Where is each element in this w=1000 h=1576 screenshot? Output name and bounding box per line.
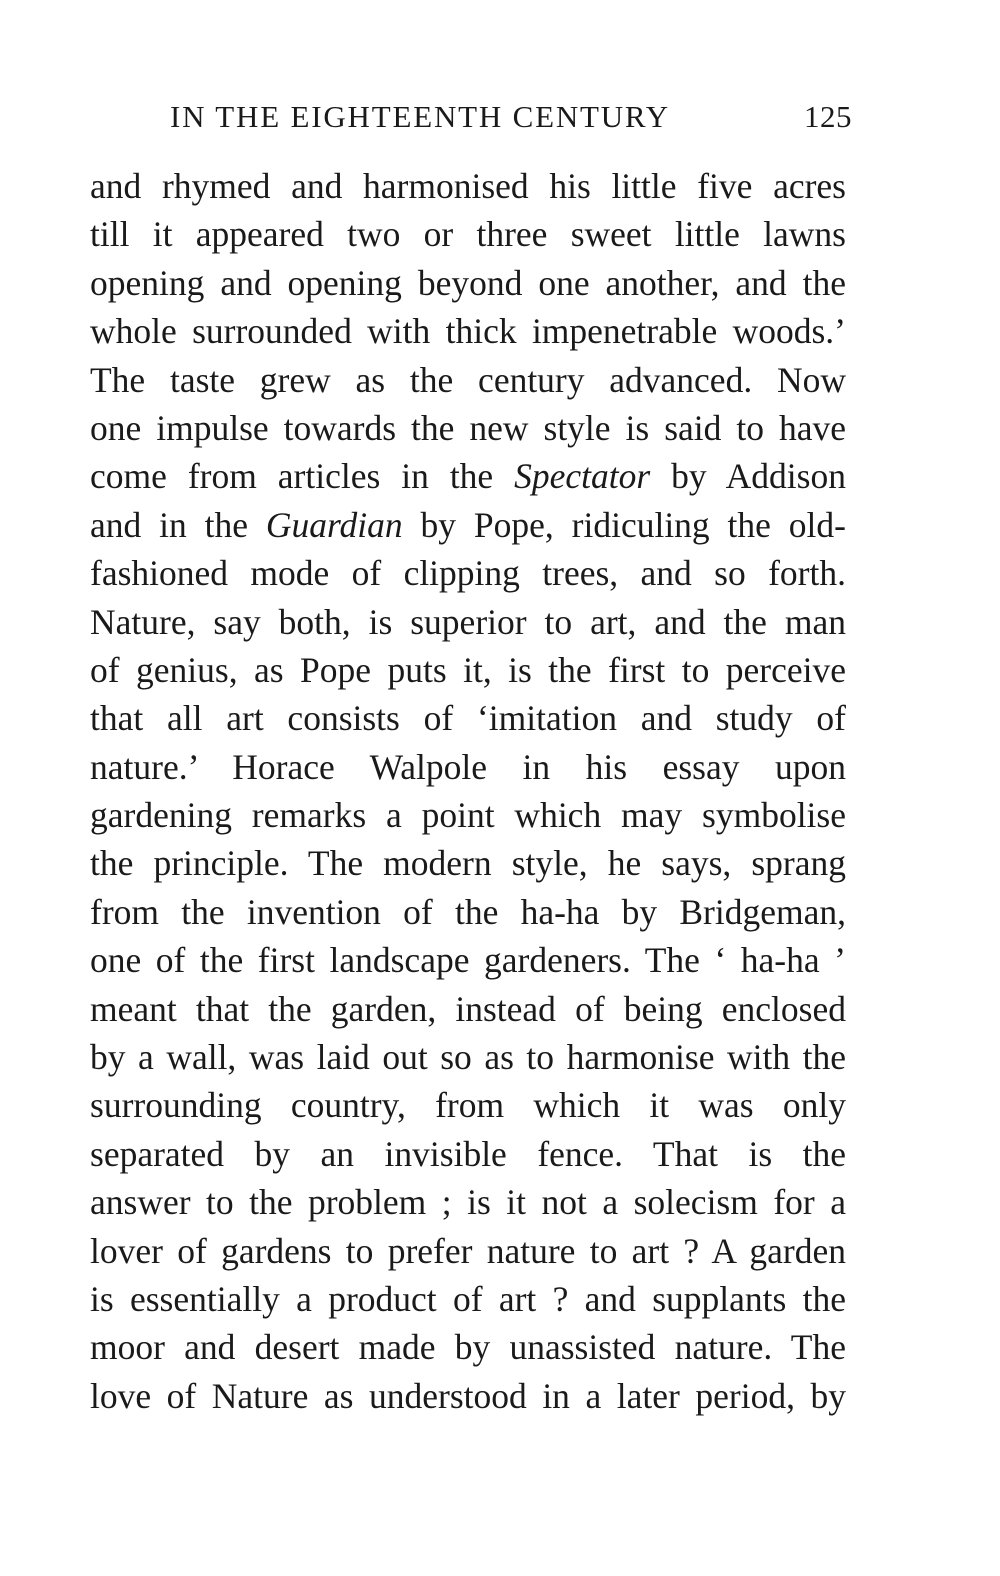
text-line: the principle. The modern style, he says, sprang <box>90 843 846 884</box>
text-line: nature.’ Horace Walpole in his essay upon <box>90 746 846 787</box>
text-fragment: come from articles in the <box>90 456 515 497</box>
text-line: answer to the problem ; is it not a solecism for a <box>90 1182 846 1223</box>
italic-title-spectator: Spectator <box>514 456 651 497</box>
text-line: one of the first landscape gardeners. The ‘ ha-ha ’ <box>90 940 846 981</box>
text-line: The taste grew as the century advanced. Now <box>90 359 846 400</box>
text-line: whole surrounded with thick impenetrable woods.’ <box>90 311 846 352</box>
text-fragment: by Pope, ridiculing the old- <box>402 504 846 545</box>
text-line: love of Nature as understood in a later period, by <box>90 1375 846 1416</box>
text-line: Nature, say both, is superior to art, and the man <box>90 601 846 642</box>
page-number: 125 <box>804 99 852 134</box>
text-line: meant that the garden, instead of being enclosed <box>90 988 846 1029</box>
text-line: gardening remarks a point which may symbolise <box>90 795 846 836</box>
text-line: and rhymed and harmonised his little five acres <box>90 166 846 206</box>
text-line <box>90 501 846 549</box>
text-line: of genius, as Pope puts it, is the first to perceive <box>90 649 846 690</box>
body-text <box>90 162 846 1420</box>
text-line: surrounding country, from which it was only <box>90 1085 846 1126</box>
text-line: fashioned mode of clipping trees, and so forth. <box>90 553 846 594</box>
text-line: that all art consists of ‘imitation and study of <box>90 698 846 739</box>
text-fragment: and in the <box>90 504 266 545</box>
text-line <box>90 452 846 500</box>
running-head <box>170 92 860 142</box>
text-line: one impulse towards the new style is said to have <box>90 407 846 448</box>
text-line: lover of gardens to prefer nature to art ? A garden <box>90 1230 846 1271</box>
text-line: separated by an invisible fence. That is the <box>90 1133 846 1174</box>
running-title: IN THE EIGHTEENTH CENTURY <box>170 99 670 134</box>
text-line: till it appeared two or three sweet little lawns <box>90 214 846 255</box>
text-line: from the invention of the ha-ha by Bridgeman, <box>90 891 846 932</box>
text-line: is essentially a product of art ? and supplants the <box>90 1278 846 1319</box>
text-line: by a wall, was laid out so as to harmonise with the <box>90 1037 846 1078</box>
text-line: opening and opening beyond one another, and the <box>90 262 846 303</box>
text-fragment: by Addison <box>650 456 846 497</box>
text-line: moor and desert made by unassisted nature. The <box>90 1327 846 1368</box>
italic-title-guardian: Guardian <box>265 504 403 545</box>
